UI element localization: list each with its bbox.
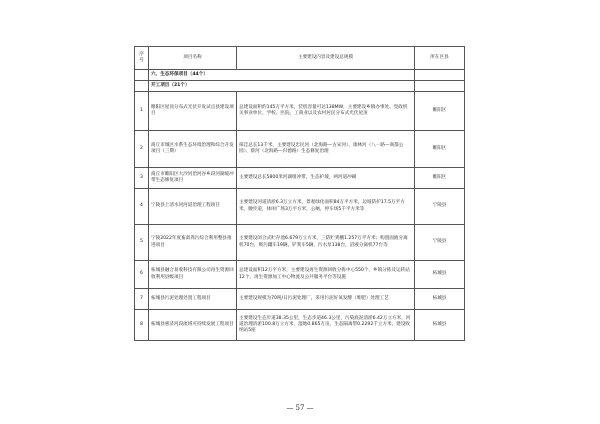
row-project-name: 睢阳区屋顶分布式光伏开发试点县建设项目	[149, 92, 237, 131]
table-row	[135, 261, 465, 289]
row-area: 柘城县	[415, 289, 465, 310]
row-content: 主要建设河道清淤6.3万立方米，景观绿化面积84万平方米，边坡防护17.5万平方米，腰步道，休闲广场3万平方米，公厕，停车场5千平方米等	[237, 189, 415, 225]
header-content: 主要建设内容及建设总规模	[237, 47, 415, 70]
table-row	[135, 310, 465, 341]
section-row	[135, 70, 465, 81]
section-title: 六、生态环保项目（44个）	[149, 70, 415, 81]
row-content: 主要建设总长5800米河湖缓冲带，生态护坡，两河道冲刷	[237, 168, 415, 189]
row-project-name: 商丘市城区水系生态环境治理和综合开发项目（三期）	[149, 131, 237, 168]
header-index: 序号	[135, 47, 149, 70]
row-area: 睢阳区	[415, 131, 465, 168]
header-area: 所在区县	[415, 47, 465, 70]
row-content: 主要建设闭合式贮存池6.679万立方米，三防贮粪棚1.257万平方米；购置固液分离机70台，吸污罐车19辆，铲粪车5辆，污水泵138台，沼液分离机77台等	[237, 225, 415, 261]
subsection-row	[135, 81, 465, 92]
table-header-row	[135, 47, 465, 70]
table-row	[135, 225, 465, 261]
table-row	[135, 131, 465, 168]
row-content: 总建设面积12万平方米，主要建设再生资源回收分拣中心550个，乡镇分拣及运转站12个，再生资源加工中心物流及公共服务平台等设施	[237, 261, 415, 289]
subsection-index-cell	[135, 81, 149, 92]
row-area: 柘城县	[415, 310, 465, 341]
row-content: 总建设面积约145万平方米，装机容量可达138MW，主要建设乡镇办事处、党政机关事业单位、学校、医院、工商业以及农村居民分布式光伏屋顶	[237, 92, 415, 131]
row-index: 5	[135, 225, 149, 261]
table-row	[135, 92, 465, 131]
subsection-area-cell	[415, 81, 465, 92]
section-index-cell	[135, 70, 149, 81]
project-table	[134, 46, 465, 341]
row-content: 探洼总长13千米，主要建设忠民河（北海路—古宋河）、康林河（八一路—商都公园）、蔡河（北海路—归德路）生态修复治理	[237, 131, 415, 168]
row-index: 2	[135, 131, 149, 168]
row-area: 睢阳区	[415, 92, 465, 131]
row-index: 1	[135, 92, 149, 131]
row-index: 4	[135, 189, 149, 225]
row-index: 3	[135, 168, 149, 189]
row-project-name: 柘城县融合易收科技有限公司再生资源回收利用县级项目	[149, 261, 237, 289]
table-row	[135, 168, 465, 189]
row-area: 柘城县	[415, 261, 465, 289]
header-project-name: 项目名称	[149, 47, 237, 70]
row-project-name: 柘城县惠济河段流域可持续发展工程项目	[149, 310, 237, 341]
row-area: 宁陵县	[415, 225, 465, 261]
row-project-name: 宁陵县上清水河河道治理工程项目	[149, 189, 237, 225]
row-area: 睢阳区	[415, 168, 465, 189]
row-index: 8	[135, 310, 149, 341]
row-index: 7	[135, 289, 149, 310]
table-row	[135, 189, 465, 225]
row-project-name: 宁陵2022年度畜禽粪污综合利用整县推进项目	[149, 225, 237, 261]
page-number: — 57 —	[286, 404, 314, 412]
row-area: 宁陵县	[415, 189, 465, 225]
row-project-name: 柘城县污泥处理处置工程项目	[149, 289, 237, 310]
row-index: 6	[135, 261, 149, 289]
row-content: 主要建设规模为70吨/日污泥处理厂，采用污泥好氧发酵（堆肥）处理工艺	[237, 289, 415, 310]
subsection-title: 开工项目（21个）	[149, 81, 415, 92]
row-content: 主要建设生态步道38.35公里，生态步道46.3公里，污染底泥清淤6.42万立方米，河道治理清淤100.8万立方米，湿地0.865万亩，生态隔离带0.2292千立方米，建设收纳站5座	[237, 310, 415, 341]
row-project-name: 商丘市睢阳区大沙河治河谷乡段河湖缓冲带生态修复项目	[149, 168, 237, 189]
table-row	[135, 289, 465, 310]
section-area-cell	[415, 70, 465, 81]
